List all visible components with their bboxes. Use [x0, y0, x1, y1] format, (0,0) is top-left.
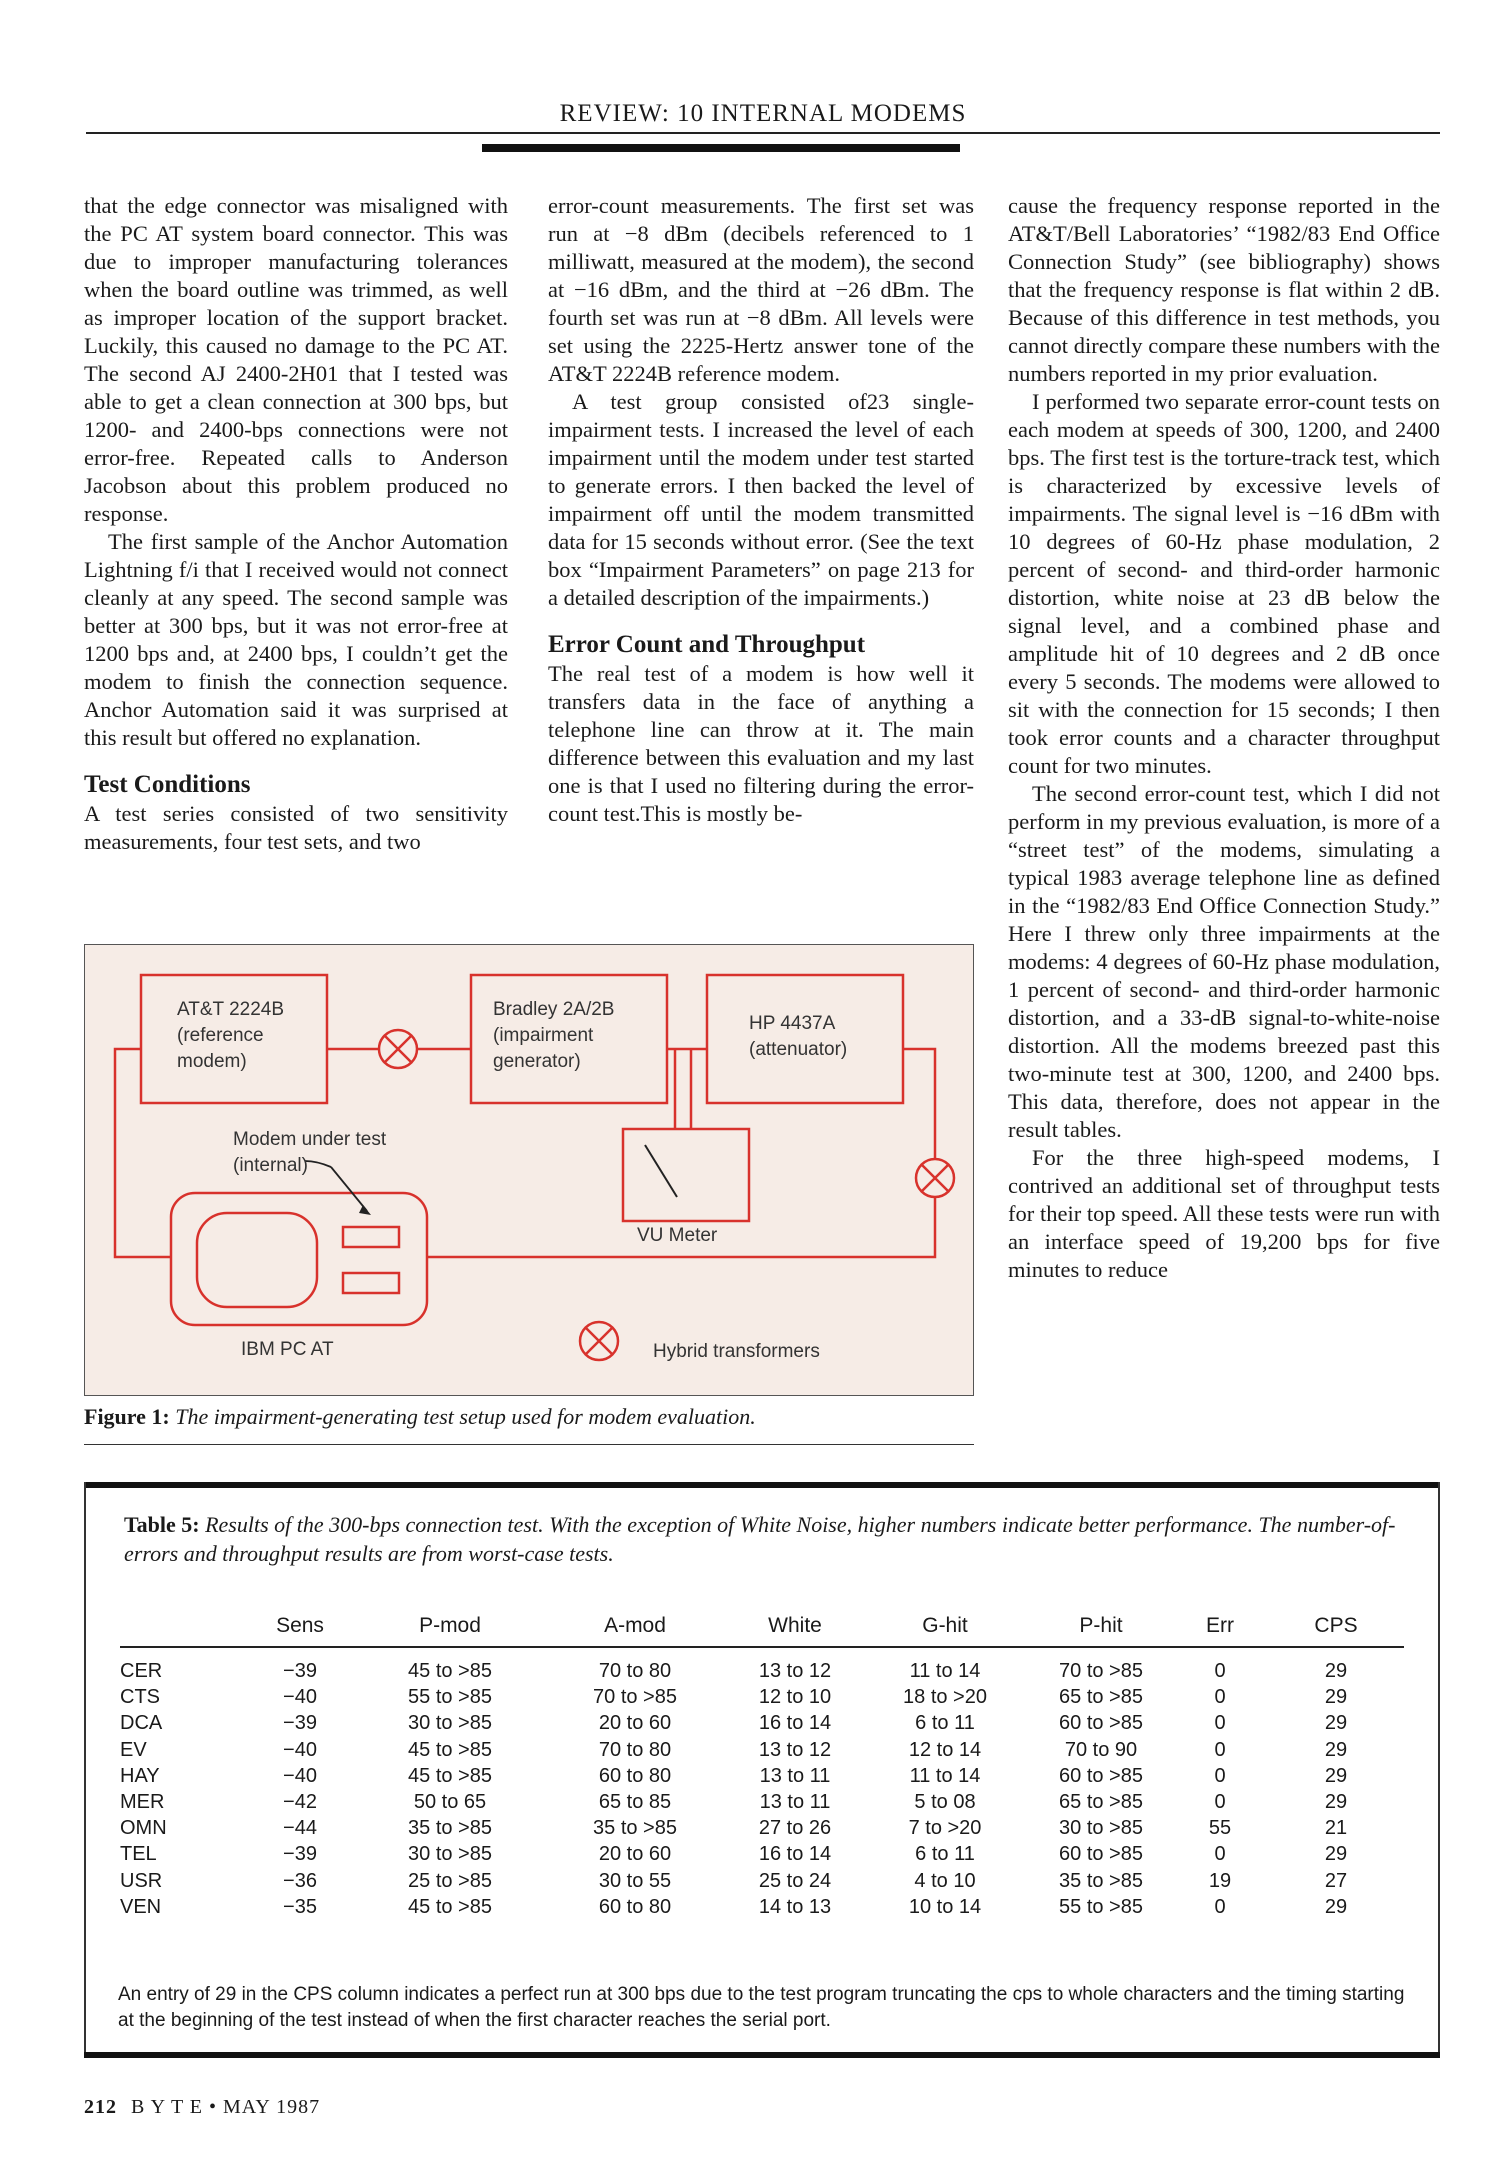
- table-row: [120, 1686, 1404, 1712]
- table-cell: 60 to >85: [1059, 1712, 1143, 1735]
- bradley-label-2: (impairment: [493, 1025, 594, 1046]
- pc-screen-outline: [197, 1213, 317, 1307]
- figure-caption: [84, 1404, 974, 1430]
- table-cell: 70 to >85: [593, 1686, 677, 1709]
- table-left-rule: [84, 1482, 86, 2058]
- text-column-1: [84, 192, 508, 856]
- table-cell: 0: [1214, 1660, 1226, 1682]
- table-cell: 16 to 14: [758, 1712, 832, 1735]
- text-column-3: [1008, 192, 1440, 1284]
- table-cell: 45 to >85: [408, 1764, 492, 1787]
- table-cell: −40: [283, 1686, 317, 1709]
- table-row: [120, 1660, 1404, 1686]
- table-cell: 0: [1214, 1895, 1226, 1918]
- magazine-issue: B Y T E • MAY 1987: [131, 2096, 321, 2118]
- paragraph: A test group consisted of23 single-impairment tests. I increased the level of each impairment until the modem under test started to generate errors. I then backed the level of impairment off until the modem transmitted data for 15 seconds without error. (See the text box “Impairment Parameters” on page 213 for a detailed description of the impairments.): [548, 389, 974, 610]
- table-cell: 30 to >85: [408, 1843, 492, 1866]
- test-setup-diagram: [85, 945, 975, 1397]
- row-label: EV: [120, 1738, 147, 1761]
- table-cell: 27 to 26: [758, 1817, 832, 1840]
- hp-label-1: HP 4437A: [749, 1013, 836, 1034]
- table-cell: 14 to 13: [758, 1895, 832, 1918]
- table-cell: 70 to 80: [598, 1660, 672, 1682]
- column-header: Err: [1206, 1614, 1234, 1637]
- table-cell: 0: [1214, 1738, 1226, 1761]
- bradley-label-1: Bradley 2A/2B: [493, 999, 615, 1020]
- row-label: DCA: [120, 1712, 163, 1735]
- table-cell: 65 to >85: [1059, 1790, 1143, 1813]
- table-cell: 50 to 65: [413, 1790, 487, 1813]
- table-cell: 60 to >85: [1059, 1843, 1143, 1866]
- table-cell: 35 to >85: [593, 1817, 677, 1840]
- paragraph: For the three high-speed modems, I contrived an additional set of throughput tests for their top speed. All these tests were run with an interface speed of 19,200 bps for five minutes to reduce: [1008, 1145, 1440, 1282]
- row-label: CER: [120, 1660, 163, 1682]
- ibm-pc-at-label: IBM PC AT: [241, 1339, 334, 1360]
- page-number: 212: [84, 2096, 117, 2118]
- table-cell: −39: [283, 1712, 317, 1735]
- table-cell: −40: [283, 1764, 317, 1787]
- paragraph: A test series consisted of two sensitivity measurements, four test sets, and two: [84, 801, 508, 854]
- bradley-label-3: generator): [493, 1051, 581, 1072]
- paragraph: cause the frequency response reported in the AT&T/Bell Laboratories’ “1982/83 End Office Connection Study” (see bibliography) shows that the frequency response is flat within 2 dB. Because of this difference in test methods, you cannot directly compare these numbers with the numbers reported in my prior evaluation.: [1008, 193, 1440, 386]
- page-header: [86, 96, 1440, 136]
- table-cell: 29: [1324, 1790, 1348, 1813]
- table-row: [120, 1817, 1404, 1843]
- row-label: USR: [120, 1869, 163, 1892]
- hybrid-x-mark: [385, 1036, 411, 1062]
- paragraph: The first sample of the Anchor Automation Lightning f/i that I received would not connect cleanly at any speed. The second sample was better at 300 bps, but it was not error-free at 1200 bps and, at 2400 bps, I couldn’t get the modem to finish the connection sequence. Anchor Automation said it was surprised at this result but offered no explanation.: [84, 529, 508, 750]
- table-cell: 6 to 11: [915, 1843, 975, 1866]
- table-cell: 29: [1324, 1686, 1348, 1709]
- page-footer: [84, 2096, 320, 2119]
- table-body: [120, 1648, 1404, 1922]
- table-cell: 45 to >85: [408, 1738, 492, 1761]
- table-cell: −39: [283, 1660, 317, 1682]
- table-cell: 55 to >85: [1059, 1895, 1143, 1918]
- paragraph: I performed two separate error-count tests on each modem at speeds of 300, 1200, and 2400 bps. The first test is the torture-track test, which is characterized by excessive levels of impairments. The signal level is −16 dBm with 10 degrees of 60-Hz phase modulation, 2 percent of second- and third-order harmonic distortion, white noise at 23 dB below the signal level, and a combined phase and amplitude hit of 10 degrees and 2 dB once every 5 seconds. The modems were allowed to sit with the connection for 15 seconds; I then took error counts and a character throughput count for two minutes.: [1008, 389, 1440, 778]
- column-header: P-mod: [419, 1614, 481, 1637]
- paragraph: The real test of a modem is how well it transfers data in the face of anything a telephone line can throw at it. The main difference between this evaluation and my last one is that I used no filtering during the error-count test.This is mostly be-: [548, 661, 974, 826]
- row-label: MER: [120, 1790, 165, 1813]
- table-cell: 29: [1324, 1895, 1348, 1918]
- column-header: P-hit: [1079, 1614, 1123, 1637]
- paragraph: error-count measurements. The first set was run at −8 dBm (decibels referenced to 1 milliwatt, measured at the modem), the second at −16 dBm, and the third at −26 dBm. The fourth set was run at −8 dBm. All levels were set using the 2225-Hertz answer tone of the AT&T 2224B reference modem.: [548, 193, 974, 386]
- table-footnote: An entry of 29 in the CPS column indicates a perfect run at 300 bps due to the test program truncating the cps to whole characters and the timing starting at the beginning of the test instead of when the first character reaches the serial port.: [118, 1984, 1405, 2031]
- table-cell: 25 to >85: [408, 1869, 492, 1892]
- column-header: A-mod: [604, 1614, 666, 1637]
- table-cell: 29: [1324, 1764, 1348, 1787]
- figure-caption-text: The impairment-generating test setup used for modem evaluation.: [175, 1404, 756, 1429]
- table-row: [120, 1896, 1404, 1922]
- table-cell: 12 to 14: [908, 1738, 982, 1761]
- table-row: [120, 1712, 1404, 1738]
- table-cell: 18 to >20: [903, 1686, 987, 1709]
- table-cell: 60 to >85: [1059, 1764, 1143, 1787]
- column-header: CPS: [1314, 1614, 1358, 1637]
- hybrid-transformers-label: Hybrid transformers: [653, 1341, 820, 1362]
- table-cell: 70 to >85: [1059, 1660, 1143, 1682]
- table-cell: 65 to 85: [598, 1790, 672, 1813]
- table-cell: 7 to >20: [908, 1817, 982, 1840]
- table-cell: 6 to 11: [915, 1712, 975, 1735]
- row-label: OMN: [120, 1817, 167, 1840]
- section-heading-error-count: Error Count and Throughput: [548, 631, 866, 658]
- table-cell: −36: [283, 1869, 317, 1892]
- table-cell: 29: [1324, 1738, 1348, 1761]
- figure-1-diagram: [84, 944, 974, 1396]
- column-header: Sens: [276, 1614, 324, 1637]
- table-cell: 5 to 08: [914, 1790, 976, 1813]
- results-table: [120, 1608, 1404, 1922]
- table-cell: −39: [283, 1843, 317, 1866]
- table-cell: 21: [1324, 1817, 1348, 1840]
- table-cell: −35: [283, 1895, 317, 1918]
- vu-meter-label: VU Meter: [637, 1225, 718, 1246]
- drive-slot-1: [343, 1227, 399, 1247]
- drive-slot-2: [343, 1273, 399, 1293]
- table-cell: 29: [1324, 1712, 1348, 1735]
- table-title-label: Table 5:: [124, 1512, 200, 1537]
- table-cell: 45 to >85: [408, 1660, 492, 1682]
- table-title: [124, 1510, 1404, 1568]
- modem-under-test-label: Modem under test: [233, 1129, 387, 1150]
- table-right-rule: [1438, 1482, 1440, 2058]
- table-cell: 19: [1208, 1869, 1232, 1892]
- modem-pointer-arrow: [331, 1167, 367, 1211]
- table-row: [120, 1870, 1404, 1896]
- table-cell: 30 to >85: [408, 1712, 492, 1735]
- table-cell: 0: [1214, 1843, 1226, 1866]
- hp-label-2: (attenuator): [749, 1039, 848, 1060]
- table-cell: 20 to 60: [598, 1843, 672, 1866]
- table-5: [84, 1482, 1440, 2058]
- table-cell: 27: [1324, 1869, 1348, 1892]
- paragraph: The second error-count test, which I did not perform in my previous evaluation, is more of a “street test” of the modems, simulating a typical 1983 average telephone line as defined in the “1982/83 End Office Connection Study.” Here I threw only three impairments at the modems: 4 degrees of 60-Hz phase modulation, 1 percent of second- and third-order harmonic distortion, and a 33-dB signal-to-white-noise distortion. All the modems breezed past this two-minute test at 300, 1200, and 2400 bps. This data, therefore, does not appear in the result tables.: [1008, 781, 1440, 1142]
- row-label: VEN: [120, 1895, 162, 1918]
- table-row: [120, 1765, 1404, 1791]
- table-cell: 0: [1214, 1790, 1226, 1813]
- vu-meter-box: [623, 1129, 749, 1221]
- table-cell: 70 to 80: [598, 1738, 672, 1761]
- table-cell: 10 to 14: [908, 1895, 982, 1918]
- table-cell: 4 to 10: [914, 1869, 976, 1892]
- table-cell: 11 to 14: [909, 1660, 981, 1682]
- table-cell: −40: [283, 1738, 317, 1761]
- table-cell: 55: [1208, 1817, 1232, 1840]
- hybrid-x-mark: [922, 1165, 948, 1191]
- table-cell: 29: [1324, 1660, 1348, 1682]
- table-cell: 0: [1214, 1712, 1226, 1735]
- table-cell: −44: [283, 1817, 317, 1840]
- hybrid-x-mark: [586, 1328, 612, 1354]
- table-row: [120, 1739, 1404, 1765]
- table-cell: 0: [1214, 1764, 1226, 1787]
- table-cell: 25 to 24: [758, 1869, 832, 1892]
- arrow-head-icon: [359, 1205, 371, 1215]
- table-row: [120, 1791, 1404, 1817]
- table-top-rule: [84, 1482, 1440, 1488]
- modem-pointer-line: [305, 1161, 331, 1167]
- figure-caption-label: Figure 1:: [84, 1404, 170, 1429]
- table-header-row: [120, 1608, 1404, 1648]
- table-cell: 0: [1214, 1686, 1226, 1709]
- table-cell: −42: [283, 1790, 317, 1813]
- running-title: REVIEW: 10 INTERNAL MODEMS: [559, 100, 967, 127]
- table-cell: 55 to >85: [408, 1686, 492, 1709]
- table-cell: 13 to 11: [759, 1764, 831, 1787]
- wire-right-top: [903, 1049, 935, 1159]
- table-cell: 11 to 14: [909, 1764, 981, 1787]
- row-label: CTS: [120, 1686, 160, 1709]
- column-header: G-hit: [922, 1614, 968, 1637]
- table-cell: 65 to >85: [1059, 1686, 1143, 1709]
- table-cell: 60 to 80: [598, 1895, 672, 1918]
- table-title-text: Results of the 300-bps connection test. With the exception of White Noise, higher numbers indicate better performance. The number-of-errors and throughput results are from worst-case tests.: [124, 1512, 1396, 1566]
- wire-left: [115, 1049, 171, 1257]
- paragraph: that the edge connector was misaligned with the PC AT system board connector. This was due to improper manufacturing tolerances when the board outline was trimmed, as well as improper location of the support bracket. Luckily, this caused no damage to the PC AT. The second AJ 2400-2H01 that I tested was able to get a clean connection at 300 bps, but 1200- and 2400-bps connections were not error-free. Repeated calls to Anderson Jacobson about this problem produced no response.: [84, 193, 508, 526]
- table-cell: 30 to 55: [598, 1869, 672, 1892]
- table-row: [120, 1843, 1404, 1869]
- vu-needle: [645, 1145, 677, 1197]
- table-cell: 45 to >85: [408, 1895, 492, 1918]
- table-cell: 13 to 12: [758, 1660, 832, 1682]
- row-label: TEL: [120, 1843, 157, 1866]
- table-cell: 35 to >85: [1059, 1869, 1143, 1892]
- row-label: HAY: [120, 1764, 160, 1787]
- text-column-2: [548, 192, 974, 828]
- modem-internal-label: (internal): [233, 1155, 308, 1176]
- table-cell: 13 to 12: [758, 1738, 832, 1761]
- table-cell: 35 to >85: [408, 1817, 492, 1840]
- column-header: White: [768, 1614, 822, 1637]
- table-cell: 30 to >85: [1059, 1817, 1143, 1840]
- section-heading-test-conditions: Test Conditions: [84, 771, 251, 798]
- table-cell: 20 to 60: [598, 1712, 672, 1735]
- table-cell: 16 to 14: [758, 1843, 832, 1866]
- table-cell: 60 to 80: [598, 1764, 672, 1787]
- table-cell: 12 to 10: [758, 1686, 832, 1709]
- figure-rule: [84, 1444, 974, 1445]
- table-cell: 70 to 90: [1064, 1738, 1138, 1761]
- table-cell: 13 to 11: [759, 1790, 831, 1813]
- table-bottom-rule: [84, 2052, 1440, 2058]
- table-cell: 29: [1324, 1843, 1348, 1866]
- header-bar: [482, 144, 960, 152]
- att-label-1: AT&T 2224B: [177, 999, 285, 1020]
- att-label-2: (reference: [177, 1025, 264, 1046]
- header-rule: [86, 132, 1440, 134]
- att-label-3: modem): [177, 1051, 247, 1072]
